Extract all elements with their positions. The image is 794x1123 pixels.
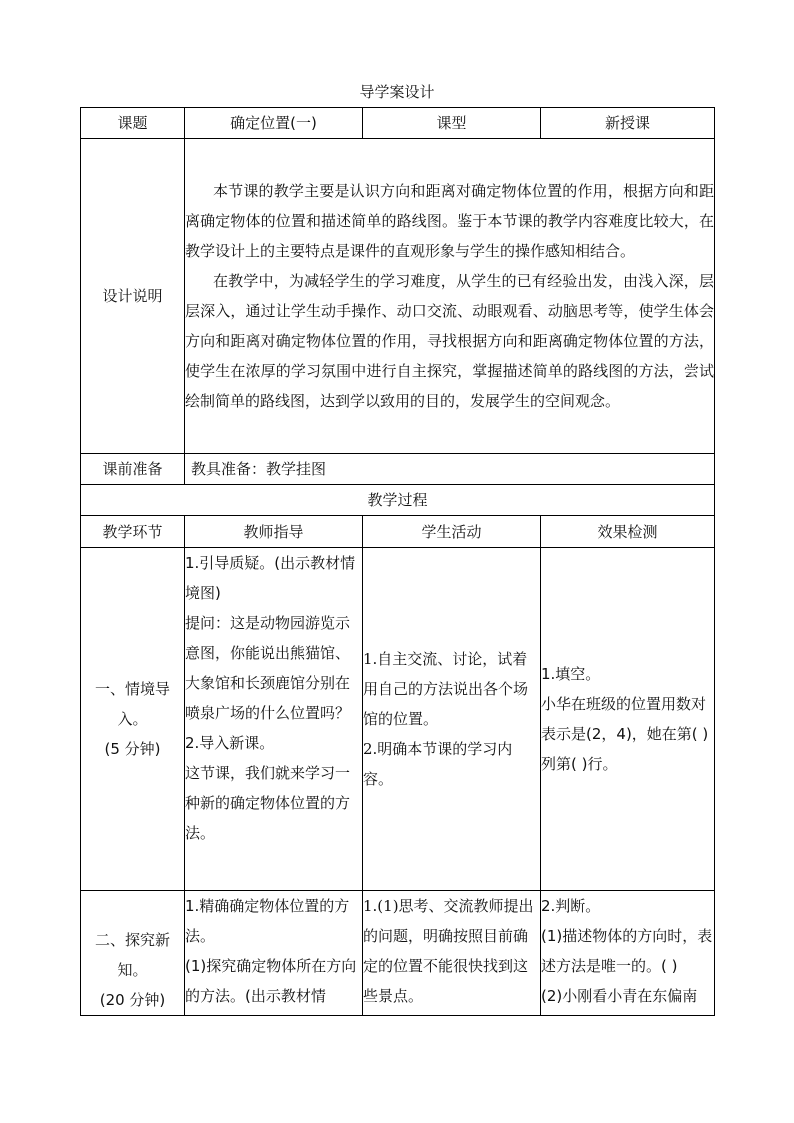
header-row (81, 108, 715, 139)
prep-label: 课前准备 (81, 454, 185, 485)
lesson-plan-table (80, 107, 715, 1016)
check-cell (541, 891, 715, 1016)
teacher-line: 1.精确确定物体位置的方法。 (185, 897, 350, 945)
table-row (81, 548, 715, 891)
check-line: (2)小刚看小青在东偏南 (541, 987, 698, 1005)
student-line: 1.(1)思考、交流教师提出的问题，明确按照目前确定的位置不能很快找到这些景点。 (363, 897, 534, 1005)
column-header: 学生活动 (363, 516, 541, 548)
column-header: 教学环节 (81, 516, 185, 548)
design-paragraph: 本节课的教学主要是认识方向和距离对确定物体位置的作用，根据方向和距离确定物体的位置和描述简单的路线图。鉴于本节课的教学内容难度比较大，在教学设计上的主要特点是课件的直观形象与学生的操作感知相结合。 (185, 182, 714, 260)
check-line: (1)描述物体的方向时，表述方法是唯一的。( ) (541, 927, 713, 975)
process-title: 教学过程 (81, 485, 715, 516)
stage-cell (81, 548, 185, 891)
check-cell (541, 548, 715, 891)
student-cell (363, 548, 541, 891)
check-line: 1.填空。 (541, 665, 601, 683)
type-value: 新授课 (541, 108, 715, 139)
column-header: 教师指导 (185, 516, 363, 548)
type-label: 课型 (363, 108, 541, 139)
document-title: 导学案设计 (359, 83, 435, 101)
process-header-row (81, 516, 715, 548)
check-line: 2.判断。 (541, 897, 601, 915)
student-line: 1.自主交流、讨论，试着用自己的方法说出各个场馆的位置。 (363, 650, 529, 728)
stage-cell (81, 891, 185, 1016)
check-line: 小华在班级的位置用数对表示是(2，4)，她在第( )列第( )行。 (541, 695, 709, 773)
topic-label: 课题 (81, 108, 185, 139)
process-title-row (81, 485, 715, 516)
design-paragraph: 在教学中，为减轻学生的学习难度，从学生的已有经验出发，由浅入深，层层深入，通过让学生动手操作、动口交流、动眼观看、动脑思考等，使学生体会方向和距离对确定物体位置的作用，寻找根据方向和距离确定物体位置的方法，使学生在浓厚的学习氛围中进行自主探究，掌握描述简单的路线图的方法，尝试绘制简单的路线图，达到学以致用的目的，发展学生的空间观念。 (185, 272, 714, 410)
column-header: 效果检测 (541, 516, 715, 548)
design-label: 设计说明 (81, 139, 185, 454)
prep-row (81, 454, 715, 485)
teacher-cell (185, 548, 363, 891)
stage-name: 二、探究新知。 (94, 931, 170, 979)
teacher-line: (1)探究确定物体所在方向的方法。(出示教材情 (185, 957, 357, 1005)
table-row (81, 891, 715, 1016)
prep-value: 教具准备：教学挂图 (185, 454, 715, 485)
stage-time: (20 分钟) (99, 991, 166, 1009)
student-cell (363, 891, 541, 1016)
teacher-cell (185, 891, 363, 1016)
design-row (81, 139, 715, 454)
teacher-line: 提问：这是动物园游览示意图，你能说出熊猫馆、大象馆和长颈鹿馆分别在喷泉广场的什么位置吗？ (185, 614, 351, 722)
design-description (185, 139, 715, 454)
topic-value: 确定位置(一) (185, 108, 363, 139)
teacher-line: 1.引导质疑。(出示教材情境图) (185, 554, 356, 602)
stage-name: 一、情境导入。 (94, 680, 170, 728)
stage-time: (5 分钟) (104, 740, 161, 758)
student-line: 2.明确本节课的学习内容。 (363, 740, 513, 788)
teacher-line: 2.导入新课。 (185, 734, 275, 752)
teacher-line: 这节课，我们就来学习一种新的确定物体位置的方法。 (185, 764, 351, 842)
